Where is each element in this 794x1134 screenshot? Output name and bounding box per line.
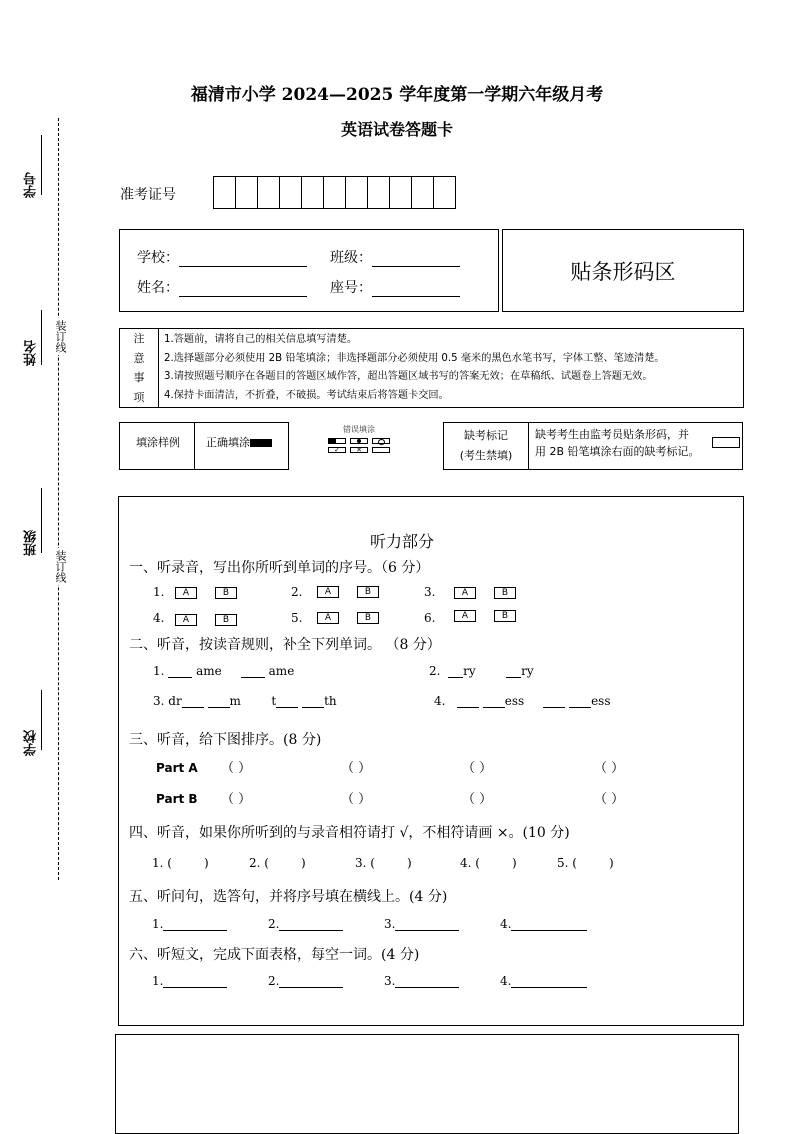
section-1-heading: 一、听录音，写出你所听到单词的序号。（6 分） [129, 560, 430, 576]
exam-number-label: 准考证号 [120, 187, 176, 203]
sheet-title: 福清市小学 2024—2025 学年度第一学期六年级月考 [190, 85, 604, 105]
s3-a-blank-4[interactable]: （ ） [594, 761, 625, 776]
exam-number-cell[interactable] [434, 177, 455, 208]
class-line [41, 488, 42, 553]
s2-blank[interactable] [506, 665, 521, 678]
seat-field[interactable] [372, 282, 460, 297]
note-item: 2.选择题部分必须使用 2B 铅笔填涂；非选择题部分必须使用 0.5 毫米的黑色水笔书写，字体工整、笔迹清楚。 [164, 352, 665, 364]
s1-item-6-number: 6. [424, 611, 436, 625]
s1-q2-option-b[interactable]: B [357, 586, 379, 598]
binding-line [58, 118, 59, 880]
s3-b-blank-3[interactable]: （ ） [462, 792, 493, 807]
binding-text-lower: 装订线 [54, 550, 67, 583]
exam-number-cell[interactable] [412, 177, 434, 208]
exam-number-cell[interactable] [302, 177, 324, 208]
school-field[interactable] [179, 252, 307, 267]
s2-blank[interactable] [543, 695, 565, 708]
exam-number-cell[interactable] [214, 177, 236, 208]
s4-item-1[interactable]: 1. ( ) [152, 856, 209, 870]
s5-item-4[interactable]: 4. [500, 917, 587, 931]
s4-item-4[interactable]: 4. ( ) [460, 856, 517, 870]
exam-number-cell[interactable] [324, 177, 346, 208]
section-3-heading: 三、听音，给下图排序。(8 分) [129, 732, 322, 748]
binding-text-upper: 装订线 [54, 320, 67, 353]
s4-item-2[interactable]: 2. ( ) [249, 856, 306, 870]
absent-label: 缺考标记 [464, 429, 508, 442]
s1-q5-option-b[interactable]: B [357, 612, 379, 624]
s2-blank[interactable] [208, 695, 230, 708]
exam-number-cell[interactable] [346, 177, 368, 208]
s2-blank[interactable] [276, 695, 298, 708]
s5-item-3[interactable]: 3. [384, 917, 459, 931]
s5-item-1[interactable]: 1. [152, 917, 227, 931]
s6-item-2[interactable]: 2. [268, 974, 343, 988]
section-2-heading: 二、听音，按读音规则，补全下列单词。 （8 分） [129, 637, 441, 653]
circle-mark-icon [372, 438, 390, 444]
s3-b-blank-4[interactable]: （ ） [594, 792, 625, 807]
seat-label: 座号： [330, 280, 372, 296]
fill-sample-box [119, 422, 289, 470]
part-a-label: Part A [156, 761, 198, 775]
s3-a-blank-2[interactable]: （ ） [341, 761, 372, 776]
half-filled-mark-icon [328, 438, 346, 444]
side-label-student-id: 学号 [24, 172, 39, 198]
s2-blank[interactable] [483, 695, 505, 708]
empty-mark-icon [372, 447, 390, 453]
side-label-school: 学校 [24, 730, 39, 756]
student-info-box [119, 229, 499, 312]
s2-blank[interactable] [569, 695, 591, 708]
wrong-fill-label: 错误填涂 [343, 425, 375, 434]
notes-heading: 注 意 事 项 [120, 329, 159, 407]
s3-a-blank-3[interactable]: （ ） [462, 761, 493, 776]
s3-b-blank-1[interactable]: （ ） [221, 792, 252, 807]
s3-a-blank-1[interactable]: （ ） [221, 761, 252, 776]
class-field[interactable] [372, 252, 460, 267]
s2-item-3: 3. dr m t th [153, 694, 337, 708]
filled-mark-icon [250, 439, 272, 447]
s1-q4-option-a[interactable]: A [175, 614, 197, 626]
student-id-line [41, 135, 42, 195]
s2-blank[interactable] [241, 665, 265, 678]
absent-sublabel: (考生禁填) [459, 449, 513, 462]
s2-blank[interactable] [457, 695, 479, 708]
s6-item-1[interactable]: 1. [152, 974, 227, 988]
s2-item-4: 4. ess ess [434, 694, 611, 708]
notes-box [119, 328, 744, 408]
s1-item-2-number: 2. [291, 585, 303, 599]
cross-mark-icon: ✕ [350, 447, 368, 453]
listening-title: 听力部分 [370, 532, 435, 551]
barcode-area: 贴条形码区 [502, 229, 744, 312]
s1-q3-option-a[interactable]: A [454, 587, 476, 599]
exam-number-cell[interactable] [258, 177, 280, 208]
check-mark-icon: ✓ [328, 447, 346, 453]
s1-q5-option-a[interactable]: A [317, 612, 339, 624]
absent-mark-box: 缺考标记 (考生禁填) 缺考考生由监考员贴条形码，并 用 2B 铅笔填涂右面的缺考标记。 [443, 422, 743, 470]
fill-sample-label: 填涂样例 [136, 436, 180, 449]
s4-item-5[interactable]: 5. ( ) [557, 856, 614, 870]
s1-q2-option-a[interactable]: A [317, 586, 339, 598]
note-item: 1.答题前，请将自己的相关信息填写清楚。 [164, 334, 358, 345]
school-line [41, 690, 42, 750]
side-label-name: 姓名 [24, 340, 39, 366]
name-field[interactable] [179, 282, 307, 297]
s3-b-blank-2[interactable]: （ ） [341, 792, 372, 807]
s5-item-2[interactable]: 2. [268, 917, 343, 931]
school-label: 学校： [137, 250, 179, 266]
section-6-heading: 六、听短文，完成下面表格，每空一词。(4 分) [129, 947, 420, 963]
dot-mark-icon [350, 438, 368, 444]
s4-item-3[interactable]: 3. ( ) [355, 856, 412, 870]
s1-item-5-number: 5. [291, 611, 303, 625]
correct-fill-example: 正确填涂 [206, 434, 272, 450]
s2-item-2: 2. ry ry [429, 664, 534, 678]
name-label: 姓名： [137, 280, 179, 296]
exam-number-cell[interactable] [390, 177, 412, 208]
s6-item-4[interactable]: 4. [500, 974, 587, 988]
s2-item-1: 1. ame ame [153, 664, 295, 678]
s2-blank[interactable] [448, 665, 463, 678]
exam-number-grid[interactable] [213, 176, 456, 209]
part-b-label: Part B [156, 792, 198, 806]
class-label: 班级： [330, 250, 372, 266]
absent-mark-field[interactable] [712, 437, 740, 448]
s1-item-4-number: 4. [153, 611, 165, 625]
next-section-box [115, 1034, 739, 1134]
section-5-heading: 五、听问句，选答句，并将序号填在横线上。(4 分) [129, 889, 448, 905]
section-4-heading: 四、听音，如果你所听到的与录音相符请打 √，不相符请画 ×。(10 分) [129, 825, 570, 841]
s2-blank[interactable] [302, 695, 324, 708]
exam-number-cell[interactable] [236, 177, 258, 208]
name-line [41, 310, 42, 365]
s1-q4-option-b[interactable]: B [215, 614, 237, 626]
s1-q1-option-a[interactable]: A [175, 587, 197, 599]
s1-item-1-number: 1. [153, 585, 165, 599]
s1-q1-option-b[interactable]: B [215, 587, 237, 599]
exam-number-cell[interactable] [368, 177, 390, 208]
side-label-class: 班级 [24, 530, 39, 556]
exam-number-cell[interactable] [280, 177, 302, 208]
note-item: 3.请按照题号顺序在各题目的答题区域作答，超出答题区域书写的答案无效；在草稿纸、试题卷上答题无效。 [164, 371, 653, 383]
s2-blank[interactable] [182, 695, 204, 708]
sheet-subtitle: 英语试卷答题卡 [340, 120, 453, 139]
s1-q6-option-a[interactable]: A [454, 610, 476, 622]
wrong-fill-examples [322, 424, 396, 453]
s1-q3-option-b[interactable]: B [494, 587, 516, 599]
s1-q6-option-b[interactable]: B [494, 610, 516, 622]
s1-item-3-number: 3. [424, 585, 436, 599]
s6-item-3[interactable]: 3. [384, 974, 459, 988]
note-item: 4.保持卡面清洁，不折叠，不破损。考试结束后将答题卡交回。 [164, 390, 449, 402]
s2-blank[interactable] [168, 665, 192, 678]
